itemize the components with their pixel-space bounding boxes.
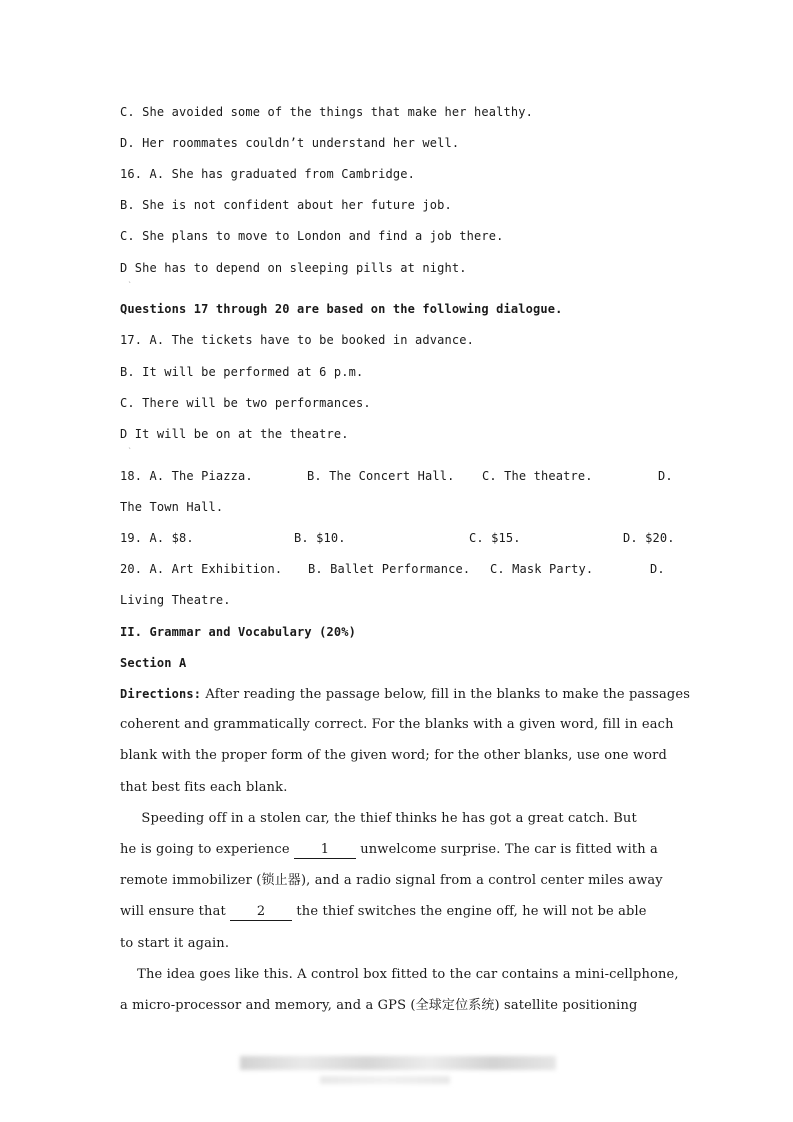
q18-option-b: B. The Concert Hall. <box>307 469 455 483</box>
directions-label: Directions: <box>120 687 202 701</box>
q16-option-d: D She has to depend on sleeping pills at night. <box>120 261 467 275</box>
tick-mark: ` <box>128 447 132 456</box>
q18-option-a: 18. A. The Piazza. <box>120 469 253 483</box>
q20-option-d-letter: D. <box>650 562 665 576</box>
q19-option-b: B. $10. <box>294 531 346 545</box>
q18-option-c: C. The theatre. <box>482 469 593 483</box>
section-title: II. Grammar and Vocabulary (20%) <box>120 625 356 639</box>
directions-line-4: that best fits each blank. <box>120 780 288 795</box>
q19-option-a: 19. A. $8. <box>120 531 194 545</box>
q15-option-c: C. She avoided some of the things that make her healthy. <box>120 105 533 119</box>
q18-row <box>120 466 680 486</box>
q17-option-b: B. It will be performed at 6 p.m. <box>120 365 364 379</box>
blank-1[interactable]: 1 <box>294 842 356 859</box>
passage-line: he is going to experience 1 unwelcome surprise. The car is fitted with a <box>120 842 658 857</box>
dialogue-heading: Questions 17 through 20 are based on the following dialogue. <box>120 302 563 316</box>
passage-line: will ensure that 2 the thief switches the engine off, he will not be able <box>120 904 647 919</box>
q16-option-c: C. She plans to move to London and find a job there. <box>120 229 504 243</box>
q19-row <box>120 528 680 548</box>
q20-option-b: B. Ballet Performance. <box>308 562 471 576</box>
q17-option-a: 17. A. The tickets have to be booked in advance. <box>120 333 474 347</box>
passage-line: Speeding off in a stolen car, the thief thinks he has got a great catch. But <box>120 811 637 826</box>
q19-option-c: C. $15. <box>469 531 521 545</box>
tick-mark: ` <box>128 281 132 290</box>
q18-option-d-letter: D. <box>658 469 673 483</box>
q15-option-d: D. Her roommates couldn’t understand her well. <box>120 136 460 150</box>
q17-option-c: C. There will be two performances. <box>120 396 371 410</box>
q16-option-b: B. She is not confident about her future job. <box>120 198 452 212</box>
q17-option-d: D It will be on at the theatre. <box>120 427 349 441</box>
q20-option-d-text: Living Theatre. <box>120 593 231 607</box>
q18-option-d-text: The Town Hall. <box>120 500 224 514</box>
blank-2[interactable]: 2 <box>230 904 292 921</box>
directions-line-1: Directions: After reading the passage below, fill in the blanks to make the passages <box>120 687 691 702</box>
directions-line-2: coherent and grammatically correct. For the blanks with a given word, fill in each <box>120 717 674 732</box>
section-a-heading: Section A <box>120 656 187 670</box>
q20-option-c: C. Mask Party. <box>490 562 594 576</box>
directions-line-3: blank with the proper form of the given word; for the other blanks, use one word <box>120 748 667 763</box>
passage-line: The idea goes like this. A control box fitted to the car contains a mini-cellphone, <box>120 967 679 982</box>
q16-option-a: 16. A. She has graduated from Cambridge. <box>120 167 415 181</box>
blurred-footer <box>240 1056 556 1070</box>
blurred-footer-sub <box>320 1076 450 1084</box>
passage-line: to start it again. <box>120 936 230 951</box>
q19-option-d: D. $20. <box>623 531 675 545</box>
q20-row <box>120 559 680 579</box>
q20-option-a: 20. A. Art Exhibition. <box>120 562 283 576</box>
passage-line: a micro-processor and memory, and a GPS (全球定位系统) satellite positioning <box>120 998 638 1013</box>
passage-line: remote immobilizer (锁止器), and a radio signal from a control center miles away <box>120 873 663 888</box>
